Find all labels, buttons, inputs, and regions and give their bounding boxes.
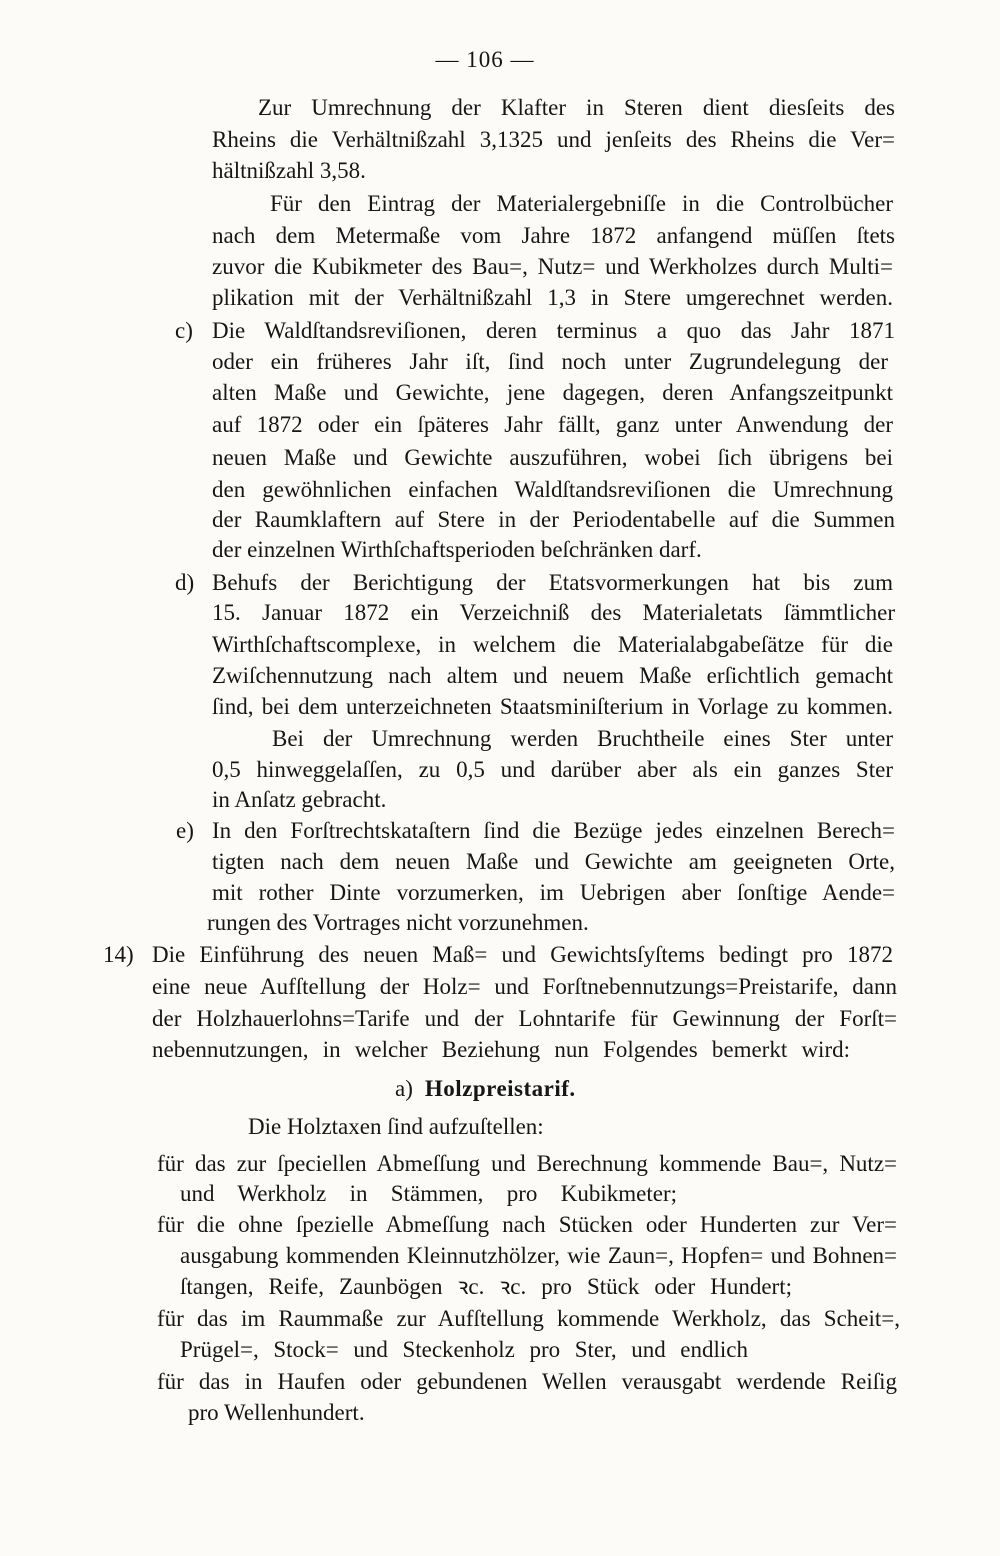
text-line: zuvor die Kubikmeter des Bau=, Nutz= und Werkholzes durch Multi= <box>212 254 893 279</box>
text-line: nebennutzungen, in welcher Beziehung nun Folgendes bemerkt wird: <box>152 1037 850 1062</box>
text-line: Zwiſchennutzung nach altem und neuem Maße erſichtlich gemacht <box>212 663 893 688</box>
text-line: neuen Maße und Gewichte auszuführen, wobei ſich übrigens bei <box>212 445 893 470</box>
text-line: Prügel=, Stock= und Steckenholz pro Ster, und endlich <box>180 1337 748 1362</box>
text-line: in Anſatz gebracht. <box>212 787 387 812</box>
item-label: e) <box>176 818 194 843</box>
text-line: Für den Eintrag der Materialergebniſſe in die Controlbücher <box>270 191 893 216</box>
text-line: der Raumklaftern auf Stere in der Periodentabelle auf die Summen <box>212 507 895 532</box>
section-label: a) <box>395 1076 413 1101</box>
text-line: eine neue Aufſtellung der Holz= und Forſtnebennutzungs=Preistarife, dann <box>152 974 897 999</box>
text-line: plikation mit der Verhältnißzahl 1,3 in Stere umgerechnet werden. <box>212 285 893 310</box>
text-line: nach dem Metermaße vom Jahre 1872 anfangend müſſen ſtets <box>212 223 895 248</box>
text-line: 0,5 hinweggelaſſen, zu 0,5 und darüber aber als ein ganzes Ster <box>212 757 893 782</box>
section-heading <box>395 1073 576 1105</box>
text-line: den gewöhnlichen einfachen Waldſtandsreviſionen die Umrechnung <box>212 477 893 502</box>
text-line: mit rother Dinte vorzumerken, im Uebrigen aber ſonſtige Aende= <box>212 880 895 905</box>
text-line: für das zur ſpeciellen Abmeſſung und Berechnung kommende Bau=, Nutz= <box>157 1151 897 1176</box>
text-line: hältnißzahl 3,58. <box>212 158 366 183</box>
text-line: pro Wellenhundert. <box>188 1400 365 1425</box>
text-line: Zur Umrechnung der Klafter in Steren dient diesſeits des <box>258 95 895 120</box>
page-number: — 106 — <box>435 47 535 72</box>
text-line: Die Einführung des neuen Maß= und Gewichtsſyſtems bedingt pro 1872 <box>152 942 893 967</box>
text-line: Die Waldſtandsreviſionen, deren terminus a quo das Jahr 1871 <box>212 318 895 343</box>
item-label: 14) <box>103 942 134 967</box>
section-intro: Die Holztaxen ſind aufzuſtellen: <box>248 1114 544 1139</box>
text-line: der einzelnen Wirthſchaftsperioden beſchränken darf. <box>212 537 702 562</box>
text-line: für die ohne ſpezielle Abmeſſung nach Stücken oder Hunderten zur Ver= <box>157 1212 897 1237</box>
text-line: ſind, bei dem unterzeichneten Staatsminiſterium in Vorlage zu kommen. <box>212 694 893 719</box>
text-line: der Holzhauerlohns=Tarife und der Lohntarife für Gewinnung der Forſt= <box>152 1006 897 1031</box>
text-line: Behufs der Berichtigung der Etatsvormerkungen hat bis zum <box>212 570 893 595</box>
text-line: 15. Januar 1872 ein Verzeichniß des Materialetats ſämmtlicher <box>212 600 895 625</box>
text-line: ausgabung kommenden Kleinnutzhölzer, wie Zaun=, Hopfen= und Bohnen= <box>180 1243 897 1268</box>
text-line: Bei der Umrechnung werden Bruchtheile eines Ster unter <box>272 726 893 751</box>
text-line: tigten nach dem neuen Maße und Gewichte am geeigneten Orte, <box>212 849 895 874</box>
item-label: d) <box>175 570 195 595</box>
section-title: Holzpreistarif. <box>424 1076 576 1101</box>
text-line: alten Maße und Gewichte, jene dagegen, deren Anfangszeitpunkt <box>212 380 893 405</box>
text-line: Wirthſchaftscomplexe, in welchem die Materialabgabeſätze für die <box>212 632 893 657</box>
text-line: ſtangen, Reife, Zaunbögen ꝛc. ꝛc. pro Stück oder Hundert; <box>180 1274 792 1299</box>
text-line: für das in Haufen oder gebundenen Wellen verausgabt werdende Reiſig <box>157 1369 897 1394</box>
text-line: oder ein früheres Jahr iſt, ſind noch unter Zugrundelegung der <box>212 349 888 374</box>
text-line: auf 1872 oder ein ſpäteres Jahr fällt, ganz unter Anwendung der <box>212 412 893 437</box>
text-line: In den Forſtrechtskataſtern ſind die Bezüge jedes einzelnen Berech= <box>212 818 895 843</box>
item-label: c) <box>175 318 193 343</box>
text-line: Rheins die Verhältnißzahl 3,1325 und jenſeits des Rheins die Ver= <box>212 127 895 152</box>
text-line: für das im Raummaße zur Aufſtellung kommende Werkholz, das Scheit=, <box>157 1306 900 1331</box>
text-line: rungen des Vortrages nicht vorzunehmen. <box>207 910 589 935</box>
text-line: und Werkholz in Stämmen, pro Kubikmeter; <box>180 1181 677 1206</box>
